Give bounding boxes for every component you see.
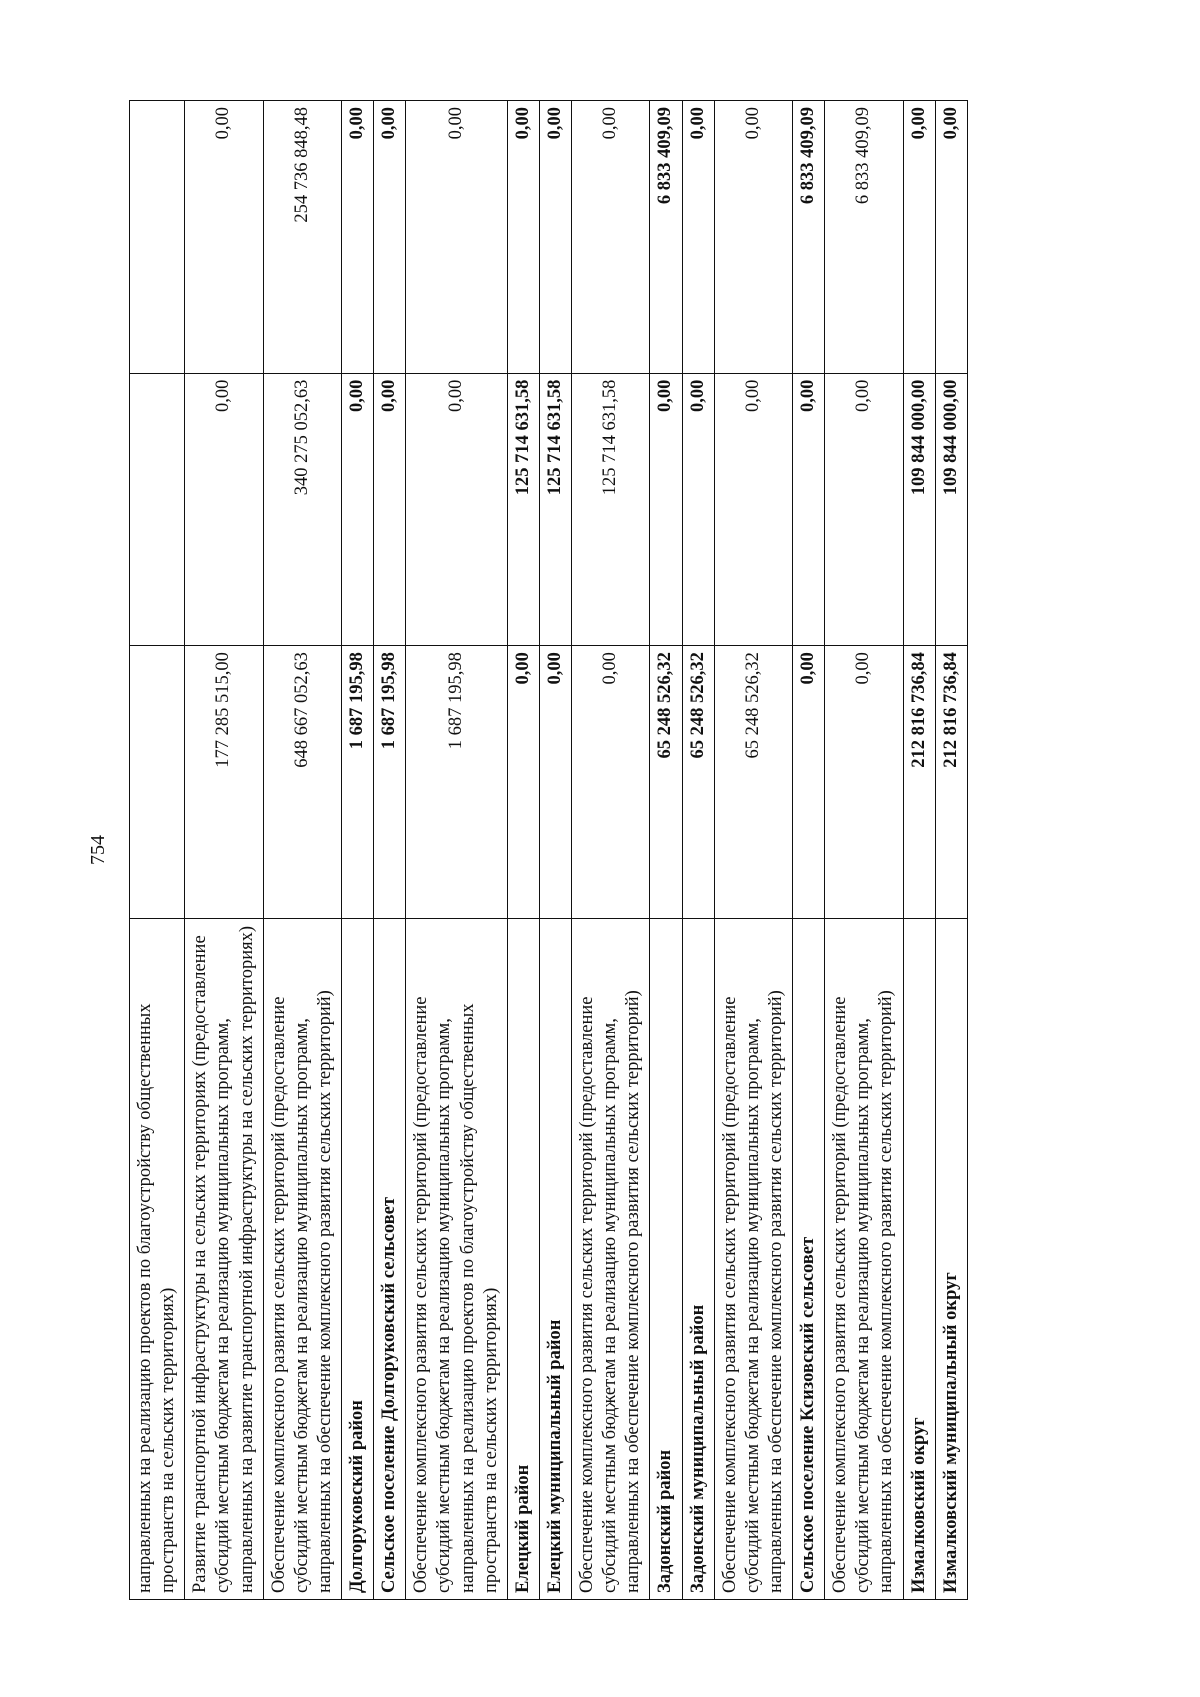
value-2025-cell: 0,00 (185, 373, 263, 646)
value-2026-cell: 0,00 (374, 101, 406, 374)
row-name-cell: Задонский муниципальный район (682, 918, 714, 1599)
value-2024-cell: 65 248 526,32 (714, 646, 792, 919)
page-number: 754 (87, 835, 109, 865)
value-2026-cell: 6 833 409,09 (793, 101, 825, 374)
row-name-cell: Долгоруковский район (342, 918, 374, 1599)
row-name-cell: направленных на реализацию проектов по благоустройству общественных пространств на сельских территориях) (130, 918, 185, 1599)
table-row-heading (374, 101, 406, 1600)
table-row (572, 101, 650, 1600)
table-row (185, 101, 263, 1600)
value-2025-cell: 0,00 (342, 373, 374, 646)
value-2026-cell: 0,00 (342, 101, 374, 374)
value-2025-cell: 125 714 631,58 (572, 373, 650, 646)
table-row-heading (935, 101, 967, 1600)
row-name-cell: Сельское поселение Долгоруковский сельсовет (374, 918, 406, 1599)
value-2025-cell: 0,00 (825, 373, 903, 646)
value-2026-cell: 0,00 (185, 101, 263, 374)
table-row (406, 101, 508, 1600)
value-2025-cell: 125 714 631,58 (539, 373, 571, 646)
value-2024-cell: 648 667 052,63 (263, 646, 341, 919)
row-name-cell: Задонский район (650, 918, 682, 1599)
value-2026-cell: 0,00 (572, 101, 650, 374)
table-row-heading (903, 101, 935, 1600)
value-2024-cell: 0,00 (793, 646, 825, 919)
value-2025-cell: 109 844 000,00 (903, 373, 935, 646)
row-name-cell: Измалковский округ (903, 918, 935, 1599)
value-2025-cell: 0,00 (793, 373, 825, 646)
value-2024-cell: 212 816 736,84 (935, 646, 967, 919)
value-2024-cell (130, 646, 185, 919)
row-name-cell: Елецкий муниципальный район (539, 918, 571, 1599)
row-name-cell: Обеспечение комплексного развития сельских территорий (предоставление субсидий местным бюджетам на реализацию муниципальных программ, направленных на обеспечение комплексного развития сельских территорий) (714, 918, 792, 1599)
row-name-cell: Обеспечение комплексного развития сельских территорий (предоставление субсидий местным бюджетам на реализацию муниципальных программ, направленных на обеспечение комплексного развития сельских территорий) (825, 918, 903, 1599)
row-name-cell: Обеспечение комплексного развития сельских территорий (предоставление субсидий местным бюджетам на реализацию муниципальных программ, направленных на обеспечение комплексного развития сельских территорий) (572, 918, 650, 1599)
table-body (130, 101, 968, 1600)
value-2025-cell (130, 373, 185, 646)
row-name-cell: Елецкий район (507, 918, 539, 1599)
row-name-cell: Измалковский муниципальный округ (935, 918, 967, 1599)
value-2024-cell: 1 687 195,98 (406, 646, 508, 919)
table-row-heading (507, 101, 539, 1600)
value-2024-cell: 1 687 195,98 (374, 646, 406, 919)
value-2025-cell: 0,00 (406, 373, 508, 646)
value-2026-cell: 254 736 848,48 (263, 101, 341, 374)
value-2026-cell (130, 101, 185, 374)
table-row-heading (793, 101, 825, 1600)
table-row (130, 101, 185, 1600)
value-2024-cell: 65 248 526,32 (650, 646, 682, 919)
value-2024-cell: 0,00 (825, 646, 903, 919)
value-2026-cell: 0,00 (714, 101, 792, 374)
row-name-cell: Сельское поселение Ксизовский сельсовет (793, 918, 825, 1599)
value-2025-cell: 0,00 (650, 373, 682, 646)
value-2025-cell: 0,00 (682, 373, 714, 646)
value-2024-cell: 1 687 195,98 (342, 646, 374, 919)
value-2024-cell: 0,00 (572, 646, 650, 919)
table-row-heading (342, 101, 374, 1600)
value-2024-cell: 0,00 (507, 646, 539, 919)
value-2026-cell: 0,00 (406, 101, 508, 374)
value-2024-cell: 65 248 526,32 (682, 646, 714, 919)
budget-table (129, 100, 968, 1600)
row-name-cell: Обеспечение комплексного развития сельских территорий (предоставление субсидий местным бюджетам на реализацию муниципальных программ, направленных на реализацию проектов по благоустройству общественных пространств на сельских территориях) (406, 918, 508, 1599)
value-2025-cell: 340 275 052,63 (263, 373, 341, 646)
table-row-heading (539, 101, 571, 1600)
value-2024-cell: 177 285 515,00 (185, 646, 263, 919)
value-2026-cell: 0,00 (682, 101, 714, 374)
value-2026-cell: 0,00 (539, 101, 571, 374)
table-row-heading (682, 101, 714, 1600)
value-2026-cell: 0,00 (903, 101, 935, 374)
value-2025-cell: 0,00 (374, 373, 406, 646)
value-2025-cell: 109 844 000,00 (935, 373, 967, 646)
row-name-cell: Обеспечение комплексного развития сельских территорий (предоставление субсидий местным бюджетам на реализацию муниципальных программ, направленных на обеспечение комплексного развития сельских территорий) (263, 918, 341, 1599)
value-2026-cell: 0,00 (507, 101, 539, 374)
value-2024-cell: 212 816 736,84 (903, 646, 935, 919)
rotated-table-wrapper (129, 100, 968, 1600)
value-2025-cell: 125 714 631,58 (507, 373, 539, 646)
value-2024-cell: 0,00 (539, 646, 571, 919)
table-row (825, 101, 903, 1600)
value-2026-cell: 6 833 409,09 (825, 101, 903, 374)
table-row-heading (650, 101, 682, 1600)
row-name-cell: Развитие транспортной инфраструктуры на сельских территориях (предоставление субсидий местным бюджетам на реализацию муниципальных программ, направленных на развитие транспортной инфраструктуры на сельских территориях) (185, 918, 263, 1599)
table-row (714, 101, 792, 1600)
value-2025-cell: 0,00 (714, 373, 792, 646)
value-2026-cell: 6 833 409,09 (650, 101, 682, 374)
value-2026-cell: 0,00 (935, 101, 967, 374)
table-row (263, 101, 341, 1600)
